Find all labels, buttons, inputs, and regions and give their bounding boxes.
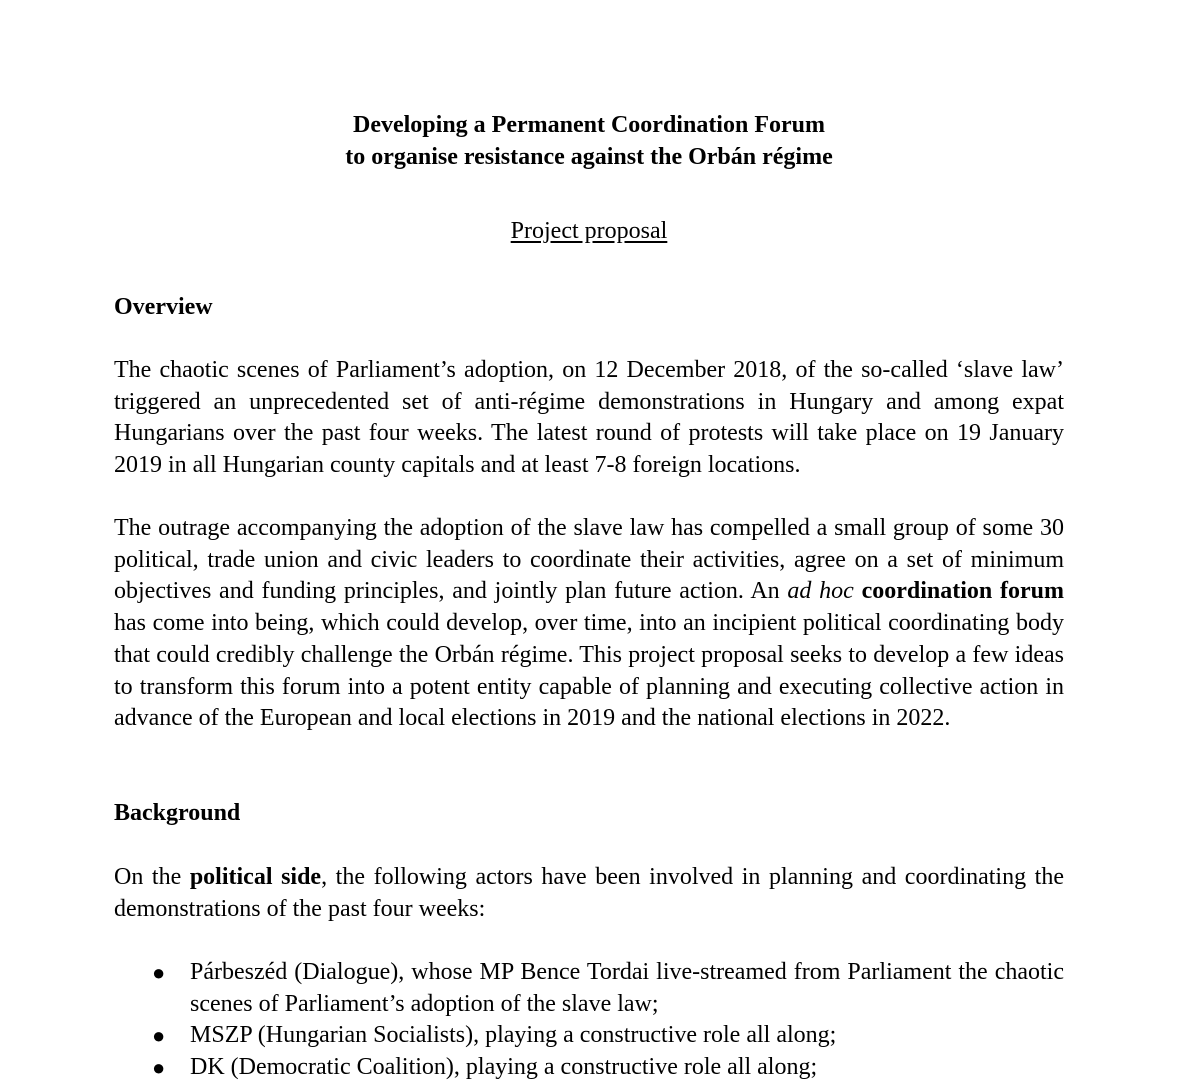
overview-paragraph-1: The chaotic scenes of Parliament’s adoption, on 12 December 2018, of the so-called ‘slave law’ triggered an unprecedented set of anti-régime demonstrations in Hungary and among expat Hungarians over the past four weeks. The latest round of protests will take place on 19 January 2019 in all Hungarian county capitals and at least 7-8 foreign locations. <box>114 357 1064 479</box>
background-paragraph <box>114 862 1064 925</box>
overview-paragraph-2-text-a: The outrage accompanying the adoption of the slave law has compelled a small group of some 30 political, trade union and civic leaders to coordinate their activities, agree on a set of minimum objectives and funding principles, and jointly plan future action. An <box>114 515 1064 605</box>
ad-hoc-italic: ad hoc <box>787 578 854 605</box>
document-subtitle <box>114 216 1064 248</box>
coordination-forum-bold: coordination forum <box>861 578 1065 605</box>
bullet-icon: ● <box>152 1023 166 1049</box>
title-line-1: Developing a Permanent Coordination Forum <box>353 112 825 138</box>
overview-heading: Overview <box>114 294 213 320</box>
list-item-text: MSZP (Hungarian Socialists), playing a constructive role all along; <box>190 1022 837 1049</box>
bullet-icon: ● <box>152 1055 166 1081</box>
overview-paragraph-2 <box>114 513 1064 735</box>
political-side-bold: political side <box>189 864 322 890</box>
list-item-text: Párbeszéd (Dialogue), whose MP Bence Tordai live-streamed from Parliament the chaotic scenes of Parliament’s adoption of the slave law; <box>190 959 1064 1017</box>
overview-paragraph-2-text-b: has come into being, which could develop, over time, into an incipient political coordinating body that could credibly challenge the Orbán régime. This project proposal seeks to develop a few ideas to transform this forum into a potent entity capable of planning and executing collective action in advance of the European and local elections in 2019 and the national elections in 2022. <box>114 610 1064 732</box>
background-paragraph-text-a: On the <box>114 864 190 890</box>
bullet-icon: ● <box>152 960 166 985</box>
list-item <box>114 1020 1064 1052</box>
document-title <box>114 109 1064 173</box>
background-heading: Background <box>114 800 241 826</box>
political-actors-list <box>114 957 1064 1084</box>
subtitle-text: Project proposal <box>510 218 668 244</box>
list-item-text: DK (Democratic Coalition), playing a constructive role all along; <box>190 1054 818 1081</box>
title-line-2: to organise resistance against the Orbán régime <box>345 144 833 170</box>
list-item <box>114 957 1064 1020</box>
background-paragraph-text-b: , the following actors have been involved in planning and coordinating the demonstrations of the past four weeks: <box>114 864 1065 922</box>
